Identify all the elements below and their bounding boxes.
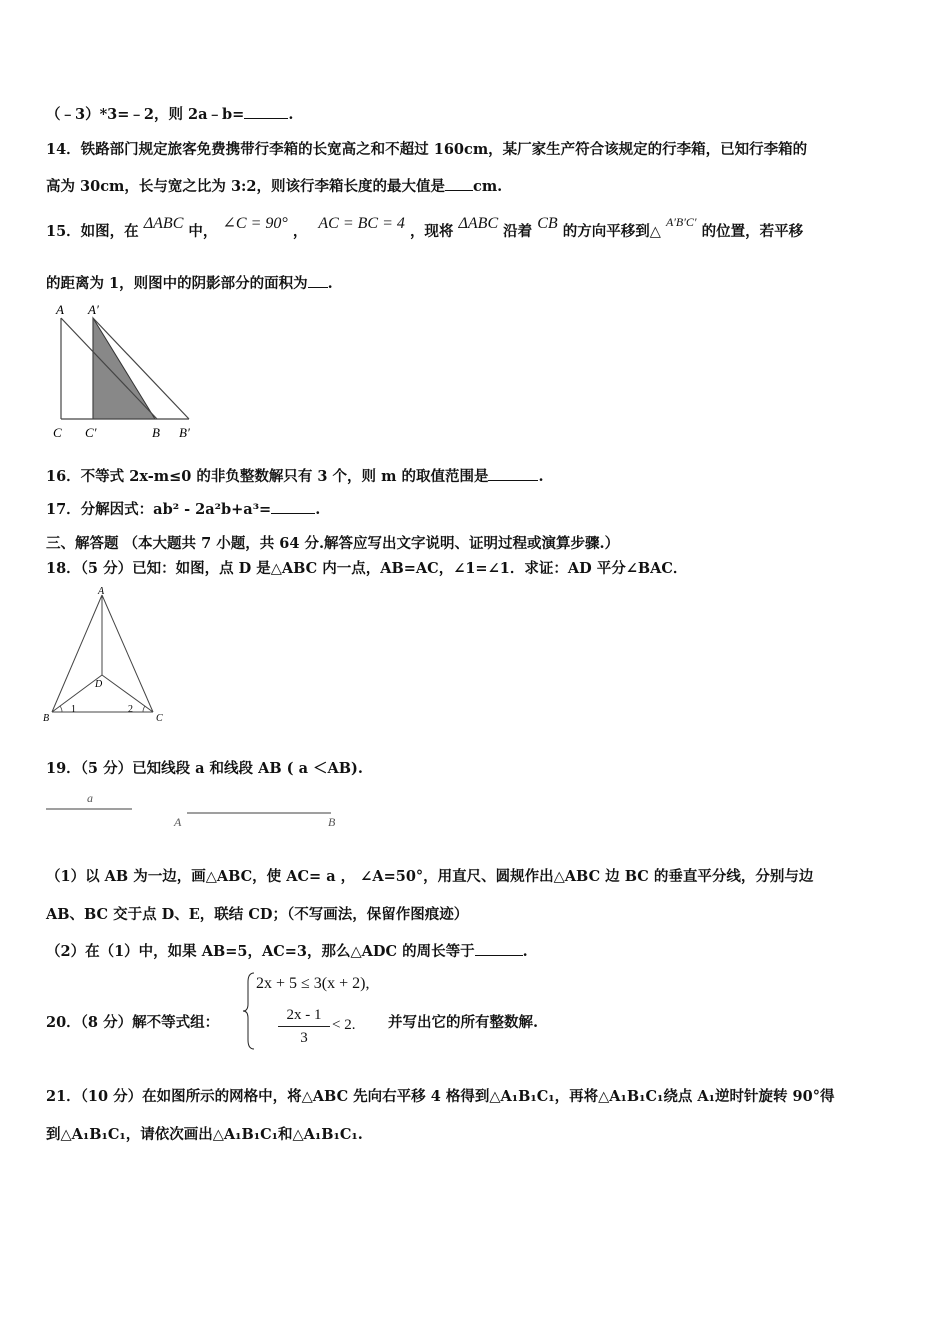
q20-fraction	[278, 1006, 330, 1047]
q20-fraction-denominator: 3	[300, 1030, 308, 1046]
q20-brace	[240, 970, 256, 1052]
q15-line2	[46, 272, 333, 293]
q18-angle1-arc	[60, 706, 62, 712]
q19-part2-line	[46, 940, 528, 961]
q15-math-sides: AC = BC = 4	[318, 215, 405, 232]
q15-text: 沿着	[503, 223, 533, 240]
q15-prefix: 15．如图，在	[46, 223, 139, 240]
q15-label-c: C	[53, 425, 62, 440]
q18-label-a: A	[98, 586, 105, 597]
q14-answer-blank[interactable]	[445, 176, 473, 192]
q15-math-abc-prime: A′B′C′	[665, 215, 697, 229]
q16-answer-blank[interactable]	[488, 466, 538, 482]
q20-equation1: 2x + 5 ≤ 3(x + 2),	[256, 975, 370, 992]
q17-answer-blank[interactable]	[271, 499, 315, 515]
q20-prefix: 20．（8 分）解不等式组：	[46, 1014, 220, 1031]
q15-math-abc: ΔABC	[458, 215, 499, 232]
q15-math-abc: ΔABC	[143, 215, 184, 232]
q19-label-a: a	[87, 791, 93, 805]
q15-text: 的方向平移到△	[562, 223, 661, 240]
q15-math-cb: CB	[537, 215, 558, 232]
q15-label-b: B	[152, 425, 160, 440]
q16-end: .	[538, 468, 544, 485]
section3-heading: 三、解答题 （本大题共 7 小题，共 64 分.解答应写出文字说明、证明过程或演算步骤.）	[46, 535, 620, 552]
q19-segments-figure	[44, 788, 354, 833]
q15-text: 中，	[188, 223, 218, 240]
q18-line: 18．（5 分）已知：如图，点 D 是△ABC 内一点，AB=AC，∠1=∠1．求证：AD 平分∠BAC．	[46, 560, 688, 577]
q20-fraction-bar	[278, 1026, 330, 1027]
q15-end: .	[327, 275, 333, 292]
q19-part2-text: （2）在（1）中，如果 AB=5，AC=3，那么△ADC 的周长等于	[46, 943, 475, 960]
q19-label-A: A	[174, 815, 182, 829]
q20-equation2-rhs: < 2.	[332, 1017, 356, 1033]
q14-line2	[46, 175, 502, 196]
q18-label-c: C	[156, 713, 163, 724]
q15-line1	[46, 215, 804, 241]
q15-math-angle: ∠C = 90°	[222, 215, 288, 232]
q15-label-a-prime: A′	[88, 302, 99, 317]
q17-end: .	[315, 501, 321, 518]
q15-label-a: A	[56, 302, 64, 317]
q14-line1: 14．铁路部门规定旅客免费携带行李箱的长宽高之和不超过 160cm，某厂家生产符合该规定的行李箱，已知行李箱的	[46, 141, 808, 158]
q15-shaded-region	[93, 318, 155, 419]
q18-label-b: B	[43, 713, 50, 724]
q13-end: .	[288, 106, 294, 123]
q20-brace-path	[243, 973, 254, 1049]
q18-label-angle1: 1	[71, 704, 76, 715]
q19-part2-end: .	[522, 943, 528, 960]
q18-side-ab	[52, 595, 102, 712]
q16-line	[46, 465, 544, 486]
q15-text: ，现将	[409, 223, 454, 240]
q20-suffix: 并写出它的所有整数解.	[388, 1014, 539, 1031]
q17-line	[46, 498, 320, 519]
q19-label-B: B	[328, 815, 336, 829]
q15-answer-blank[interactable]	[308, 273, 328, 289]
q19-part1-line1: （1）以 AB 为一边，画△ABC，使 AC= a ， ∠A=50°，用直尺、圆规作出△ABC 边 BC 的垂直平分线，分别与边	[46, 868, 814, 885]
q18-label-d: D	[95, 679, 103, 690]
q13-line	[46, 103, 293, 124]
q18-label-angle2: 2	[128, 704, 133, 715]
q15-label-c-prime: C′	[85, 425, 97, 440]
q15-text: 的距离为 1，则图中的阴影部分的面积为	[46, 275, 308, 292]
q21-line1: 21．（10 分）在如图所示的网格中，将△ABC 先向右平移 4 格得到△A₁B₁C₁，再将△A₁B₁C₁绕点 A₁逆时针旋转 90°得	[46, 1088, 835, 1105]
q18-angle2-arc	[143, 706, 145, 712]
q15-label-b-prime: B′	[179, 425, 190, 440]
q17-text: 17．分解因式：ab² - 2a²b+a³=	[46, 501, 272, 518]
q20-fraction-numerator: 2x - 1	[286, 1007, 322, 1023]
q21-line2: 到△A₁B₁C₁，请依次画出△A₁B₁C₁和△A₁B₁C₁.	[46, 1126, 363, 1143]
q13-answer-blank[interactable]	[244, 104, 288, 120]
q18-figure	[40, 585, 175, 725]
q13-text: （﹣3）*3=﹣2，则 2a﹣b=	[46, 106, 245, 123]
q15-text: ，	[292, 223, 308, 240]
q18-side-ac	[102, 595, 153, 712]
q15-text: 的位置，若平移	[701, 223, 804, 240]
q19-line: 19．（5 分）已知线段 a 和线段 AB ( a ＜AB).	[46, 760, 363, 777]
q15-figure	[44, 298, 214, 443]
q16-text: 16．不等式 2x-m≤0 的非负整数解只有 3 个，则 m 的取值范围是	[46, 468, 489, 485]
q14-text: 高为 30cm，长与宽之比为 3:2，则该行李箱长度的最大值是	[46, 178, 445, 195]
q14-unit: cm.	[472, 178, 503, 195]
q19-part1-line2: AB、BC 交于点 D、E，联结 CD；（不写画法，保留作图痕迹）	[46, 906, 469, 923]
q19-answer-blank[interactable]	[475, 941, 523, 957]
